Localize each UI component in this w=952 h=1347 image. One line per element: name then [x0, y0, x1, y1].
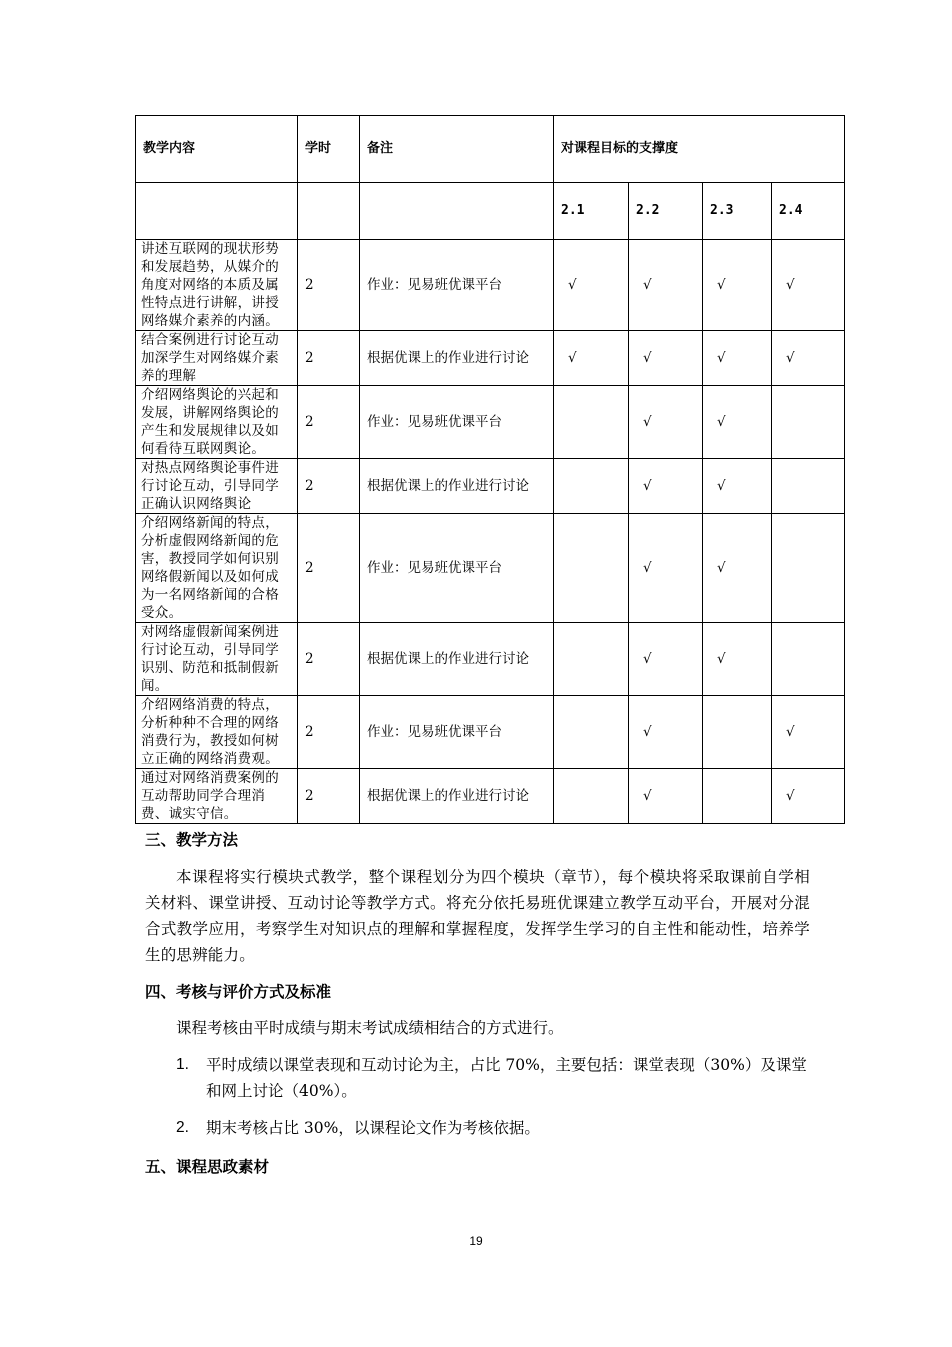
table-row — [136, 331, 845, 386]
check-2-4: √ — [772, 696, 845, 769]
row-hours: 2 — [298, 331, 360, 386]
row-hours: 2 — [298, 240, 360, 331]
check-2-1 — [554, 386, 629, 459]
check-2-4 — [772, 386, 845, 459]
objective-2-3: 2.3 — [703, 183, 772, 240]
row-content: 对热点网络舆论事件进行讨论互动，引导同学正确认识网络舆论 — [136, 459, 298, 514]
row-hours: 2 — [298, 386, 360, 459]
check-2-3: √ — [703, 386, 772, 459]
check-2-1: √ — [554, 331, 629, 386]
row-content: 结合案例进行讨论互动加深学生对网络媒介素养的理解 — [136, 331, 298, 386]
check-2-2: √ — [629, 386, 703, 459]
objective-2-2: 2.2 — [629, 183, 703, 240]
check-2-2: √ — [629, 331, 703, 386]
header-remarks: 备注 — [360, 116, 554, 183]
check-2-2: √ — [629, 514, 703, 623]
check-2-3: √ — [703, 331, 772, 386]
row-remarks: 根据优课上的作业进行讨论 — [360, 331, 554, 386]
check-2-2: √ — [629, 240, 703, 331]
header-blank-cell — [136, 183, 298, 240]
check-2-4 — [772, 459, 845, 514]
check-2-3: √ — [703, 459, 772, 514]
row-hours: 2 — [298, 459, 360, 514]
check-2-4: √ — [772, 331, 845, 386]
page-number: 19 — [469, 1234, 483, 1248]
row-content: 介绍网络舆论的兴起和发展，讲解网络舆论的产生和发展规律以及如何看待互联网舆论。 — [136, 386, 298, 459]
check-2-3: √ — [703, 514, 772, 623]
check-2-3 — [703, 696, 772, 769]
row-remarks: 作业：见易班优课平台 — [360, 240, 554, 331]
table-row — [136, 240, 845, 331]
list-item-number: 1. — [176, 1056, 189, 1073]
row-content: 对网络虚假新闻案例进行讨论互动，引导同学识别、防范和抵制假新闻。 — [136, 623, 298, 696]
section-assessment-title: 四、考核与评价方式及标准 — [145, 983, 332, 1001]
assessment-intro: 课程考核由平时成绩与期末考试成绩相结合的方式进行。 — [176, 1019, 564, 1037]
table-row — [136, 696, 845, 769]
header-content: 教学内容 — [136, 116, 298, 183]
objective-2-4: 2.4 — [772, 183, 845, 240]
check-2-4: √ — [772, 769, 845, 824]
list-item — [176, 1115, 816, 1141]
header-objective-support: 对课程目标的支撑度 — [554, 116, 845, 183]
check-2-4 — [772, 514, 845, 623]
row-hours: 2 — [298, 769, 360, 824]
check-2-2: √ — [629, 696, 703, 769]
section-teaching-methods-title: 三、教学方法 — [145, 831, 239, 849]
check-2-1 — [554, 514, 629, 623]
row-content: 介绍网络消费的特点，分析种种不合理的网络消费行为，教授如何树立正确的网络消费观。 — [136, 696, 298, 769]
table-row — [136, 623, 845, 696]
row-remarks: 根据优课上的作业进行讨论 — [360, 459, 554, 514]
check-2-1 — [554, 623, 629, 696]
check-2-4 — [772, 623, 845, 696]
list-item-number: 2. — [176, 1119, 189, 1136]
check-2-1 — [554, 459, 629, 514]
check-2-4: √ — [772, 240, 845, 331]
row-content: 通过对网络消费案例的互动帮助同学合理消费、诚实守信。 — [136, 769, 298, 824]
table-row — [136, 386, 845, 459]
row-remarks: 根据优课上的作业进行讨论 — [360, 769, 554, 824]
row-hours: 2 — [298, 514, 360, 623]
check-2-3 — [703, 769, 772, 824]
table-row — [136, 514, 845, 623]
check-2-1: √ — [554, 240, 629, 331]
header-hours: 学时 — [298, 116, 360, 183]
check-2-3: √ — [703, 623, 772, 696]
check-2-1 — [554, 696, 629, 769]
objective-2-1: 2.1 — [554, 183, 629, 240]
row-remarks: 根据优课上的作业进行讨论 — [360, 623, 554, 696]
teaching-methods-paragraph: 本课程将实行模块式教学，整个课程划分为四个模块（章节），每个模块将采取课前自学相关材料、课堂讲授、互动讨论等教学方式。将充分依托易班优课建立教学互动平台，开展对分混合式教学应用，考察学生对知识点的理解和掌握程度，发挥学生学习的自主性和能动性，培养学生的思辨能力。 — [145, 868, 810, 964]
row-content: 介绍网络新闻的特点，分析虚假网络新闻的危害，教授同学如何识别网络假新闻以及如何成为一名网络新闻的合格受众。 — [136, 514, 298, 623]
row-content: 讲述互联网的现状形势和发展趋势，从媒介的角度对网络的本质及属性特点进行讲解，讲授网络媒介素养的内涵。 — [136, 240, 298, 331]
list-item — [176, 1052, 816, 1104]
table-row — [136, 769, 845, 824]
check-2-2: √ — [629, 769, 703, 824]
check-2-3: √ — [703, 240, 772, 331]
row-remarks: 作业：见易班优课平台 — [360, 386, 554, 459]
row-remarks: 作业：见易班优课平台 — [360, 514, 554, 623]
header-blank-cell — [360, 183, 554, 240]
check-2-2: √ — [629, 459, 703, 514]
header-blank-cell — [298, 183, 360, 240]
check-2-1 — [554, 769, 629, 824]
list-item-text: 期末考核占比 30%，以课程论文作为考核依据。 — [206, 1119, 540, 1137]
check-2-2: √ — [629, 623, 703, 696]
row-hours: 2 — [298, 696, 360, 769]
section-ideology-material-title: 五、课程思政素材 — [145, 1158, 270, 1176]
course-content-table — [135, 115, 845, 824]
row-remarks: 作业：见易班优课平台 — [360, 696, 554, 769]
table-row — [136, 459, 845, 514]
row-hours: 2 — [298, 623, 360, 696]
list-item-text: 平时成绩以课堂表现和互动讨论为主，占比 70%，主要包括：课堂表现（30%）及课堂和网上讨论（40%）。 — [206, 1056, 807, 1100]
